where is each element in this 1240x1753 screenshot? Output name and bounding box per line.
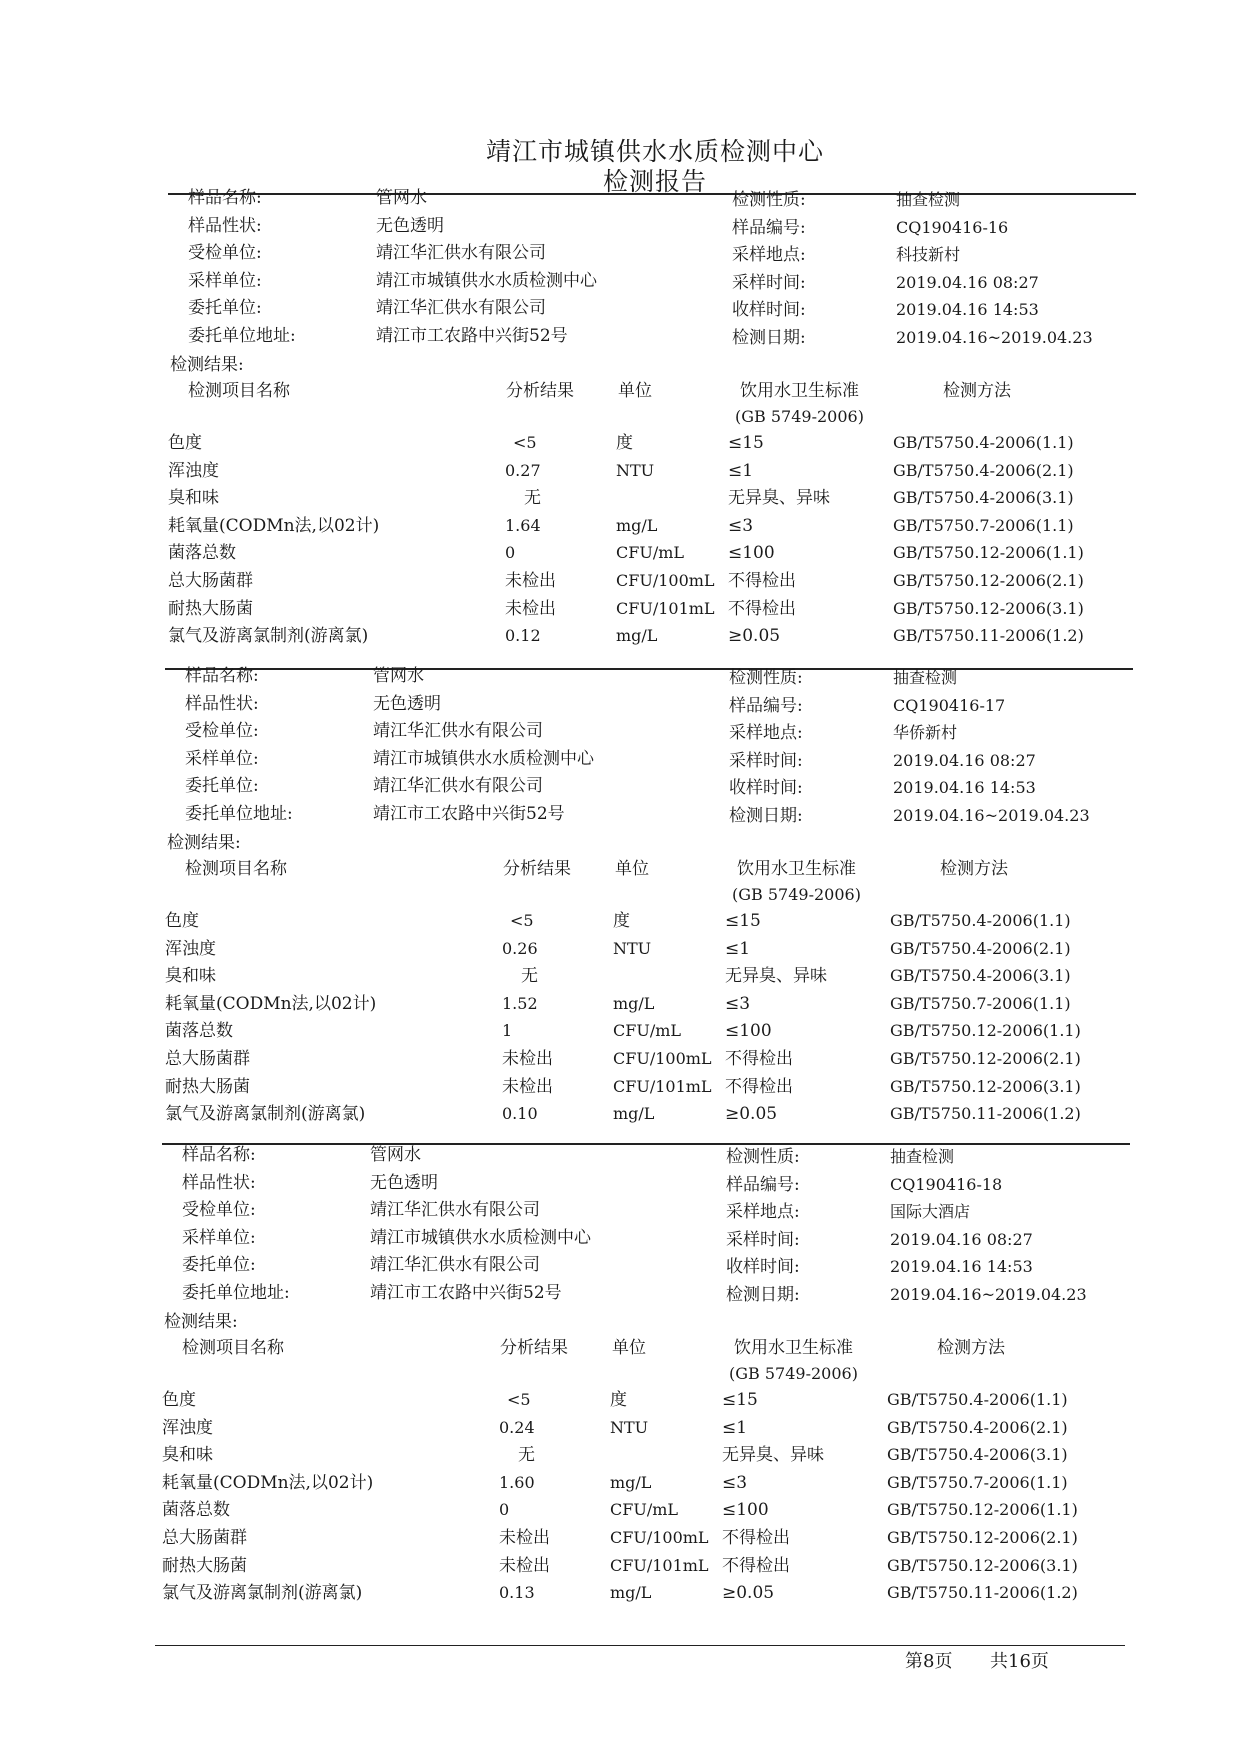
item-result: 0 (499, 1500, 510, 1520)
item-name: 耗氧量(CODMn法,以02计) (165, 993, 377, 1014)
column-standard: 饮用水卫生标准 (737, 859, 856, 879)
item-result: 未检出 (502, 1076, 553, 1097)
value-inspected-unit: 靖江华汇供水有限公司 (370, 1200, 540, 1220)
label-sampling-unit: 采样单位: (182, 1227, 256, 1248)
item-standard: ≥0.05 (728, 626, 781, 647)
value-test-nature: 抽查检测 (890, 1147, 955, 1166)
item-name: 浑浊度 (165, 938, 216, 959)
value-sample-no: CQ190416-17 (893, 695, 1006, 715)
item-unit: CFU/100mL (616, 571, 715, 590)
value-test-date: 2019.04.16~2019.04.23 (893, 805, 1090, 825)
item-method: GB/T5750.4-2006(1.1) (887, 1390, 1068, 1409)
label-test-date: 检测日期: (732, 327, 806, 348)
item-result: 未检出 (505, 598, 556, 619)
results-heading: 检测结果: (170, 355, 244, 375)
value-sample-trait: 无色透明 (376, 215, 444, 236)
item-name: 总大肠菌群 (162, 1528, 247, 1548)
label-inspected-unit: 受检单位: (185, 721, 259, 741)
column-method: 检测方法 (940, 859, 1008, 879)
item-unit: 度 (610, 1390, 627, 1410)
item-method: GB/T5750.4-2006(3.1) (887, 1445, 1068, 1465)
item-name: 菌落总数 (162, 1500, 230, 1521)
item-result: 无 (521, 966, 538, 987)
item-method: GB/T5750.4-2006(1.1) (893, 433, 1074, 452)
value-receive-time: 2019.04.16 14:53 (890, 1257, 1033, 1276)
item-unit: CFU/101mL (613, 1076, 712, 1096)
item-method: GB/T5750.12-2006(1.1) (893, 543, 1084, 563)
label-sample-trait: 样品性状: (182, 1172, 256, 1193)
item-unit: mg/L (613, 993, 655, 1013)
item-standard: 无异臭、异味 (722, 1445, 824, 1466)
report-subtitle: 检测报告 (602, 167, 707, 196)
value-sampling-time: 2019.04.16 08:27 (890, 1229, 1033, 1249)
block-divider (162, 1143, 1130, 1145)
column-result: 分析结果 (503, 859, 571, 879)
item-unit: 度 (613, 911, 630, 931)
item-standard: ≤3 (725, 993, 751, 1014)
item-name: 浑浊度 (168, 460, 219, 481)
label-receive-time: 收样时间: (732, 300, 806, 320)
item-unit: NTU (610, 1417, 649, 1437)
value-sample-no: CQ190416-18 (890, 1174, 1003, 1194)
column-standard-sub: (GB 5749-2006) (732, 885, 861, 904)
item-method: GB/T5750.11-2006(1.2) (890, 1104, 1081, 1124)
item-method: GB/T5750.4-2006(2.1) (893, 460, 1074, 480)
item-unit: CFU/101mL (616, 598, 715, 618)
item-standard: ≤1 (728, 460, 754, 481)
item-name: 菌落总数 (168, 543, 236, 564)
item-result: 0.12 (505, 626, 541, 646)
item-standard: ≤3 (728, 515, 754, 536)
item-standard: 不得检出 (728, 571, 796, 591)
item-unit: mg/L (610, 1472, 652, 1492)
item-name: 氯气及游离氯制剂(游离氯) (165, 1104, 366, 1125)
item-unit: mg/L (616, 626, 658, 646)
item-standard: ≥0.05 (722, 1583, 775, 1604)
label-client-unit: 委托单位: (188, 298, 262, 318)
value-receive-time: 2019.04.16 14:53 (896, 300, 1039, 319)
item-unit: mg/L (613, 1104, 655, 1124)
item-standard: ≤1 (722, 1417, 748, 1438)
item-standard: ≤100 (725, 1021, 772, 1042)
column-standard-sub: (GB 5749-2006) (729, 1364, 858, 1383)
item-method: GB/T5750.12-2006(1.1) (887, 1500, 1078, 1520)
value-sample-name: 管网水 (373, 666, 424, 686)
item-result: 0.26 (502, 938, 538, 958)
item-result: 0 (505, 543, 516, 563)
value-test-nature: 抽查检测 (896, 190, 961, 209)
footer-divider (155, 1645, 1125, 1646)
results-heading: 检测结果: (164, 1312, 238, 1332)
item-name: 色度 (165, 911, 199, 931)
item-name: 耗氧量(CODMn法,以02计) (162, 1472, 374, 1493)
label-sample-trait: 样品性状: (185, 693, 259, 714)
item-standard: ≥0.05 (725, 1104, 778, 1125)
value-sampling-time: 2019.04.16 08:27 (893, 750, 1036, 770)
item-result: 0.13 (499, 1583, 535, 1603)
item-unit: 度 (616, 433, 633, 453)
item-name: 菌落总数 (165, 1021, 233, 1042)
item-standard: ≤15 (725, 911, 761, 931)
column-unit: 单位 (615, 859, 649, 879)
item-unit: NTU (613, 938, 652, 958)
label-client-address: 委托单位地址: (185, 803, 293, 824)
item-standard: 无异臭、异味 (728, 488, 830, 509)
item-method: GB/T5750.4-2006(1.1) (890, 911, 1071, 930)
column-item-name: 检测项目名称 (182, 1338, 284, 1358)
item-method: GB/T5750.12-2006(2.1) (893, 571, 1084, 590)
label-test-date: 检测日期: (726, 1284, 800, 1305)
item-name: 氯气及游离氯制剂(游离氯) (168, 626, 369, 647)
label-sampling-site: 采样地点: (732, 245, 806, 265)
item-result: 未检出 (502, 1049, 553, 1069)
page-number: 第8页 (905, 1651, 953, 1672)
item-unit: CFU/100mL (613, 1049, 712, 1068)
value-sampling-unit: 靖江市城镇供水水质检测中心 (373, 748, 594, 769)
item-unit: CFU/101mL (610, 1555, 709, 1575)
value-inspected-unit: 靖江华汇供水有限公司 (376, 243, 546, 263)
item-method: GB/T5750.12-2006(3.1) (893, 598, 1084, 618)
label-sampling-time: 采样时间: (726, 1229, 800, 1250)
label-sampling-time: 采样时间: (729, 750, 803, 771)
item-method: GB/T5750.7-2006(1.1) (893, 515, 1074, 535)
column-item-name: 检测项目名称 (188, 381, 290, 401)
value-sample-no: CQ190416-16 (896, 217, 1009, 237)
report-title: 靖江市城镇供水水质检测中心 (485, 137, 824, 166)
value-sampling-unit: 靖江市城镇供水水质检测中心 (370, 1227, 591, 1248)
value-inspected-unit: 靖江华汇供水有限公司 (373, 721, 543, 741)
item-result: 0.10 (502, 1104, 538, 1124)
item-standard: 不得检出 (722, 1528, 790, 1548)
label-sample-trait: 样品性状: (188, 215, 262, 236)
item-unit: CFU/mL (610, 1500, 679, 1520)
column-standard-sub: (GB 5749-2006) (735, 407, 864, 426)
value-sampling-unit: 靖江市城镇供水水质检测中心 (376, 270, 597, 291)
label-inspected-unit: 受检单位: (182, 1200, 256, 1220)
item-method: GB/T5750.7-2006(1.1) (890, 993, 1071, 1013)
item-standard: ≤15 (728, 433, 764, 453)
value-sampling-site: 科技新村 (896, 245, 961, 264)
label-sample-name: 样品名称: (188, 188, 262, 208)
value-sampling-time: 2019.04.16 08:27 (896, 272, 1039, 292)
column-result: 分析结果 (500, 1338, 568, 1358)
results-heading: 检测结果: (167, 833, 241, 853)
column-result: 分析结果 (506, 381, 574, 401)
item-unit: CFU/100mL (610, 1528, 709, 1547)
label-sampling-unit: 采样单位: (185, 748, 259, 769)
item-result: 0.27 (505, 460, 541, 480)
item-standard: ≤100 (722, 1500, 769, 1521)
item-name: 耗氧量(CODMn法,以02计) (168, 515, 380, 536)
label-test-date: 检测日期: (729, 805, 803, 826)
item-method: GB/T5750.12-2006(3.1) (887, 1555, 1078, 1575)
item-result: 1.64 (505, 515, 541, 535)
value-sample-trait: 无色透明 (373, 693, 441, 714)
item-result: 1.52 (502, 993, 538, 1013)
item-method: GB/T5750.4-2006(3.1) (893, 488, 1074, 508)
item-unit: CFU/mL (613, 1021, 682, 1041)
item-name: 总大肠菌群 (168, 571, 253, 591)
value-sample-name: 管网水 (376, 188, 427, 208)
label-test-nature: 检测性质: (732, 190, 806, 210)
item-name: 氯气及游离氯制剂(游离氯) (162, 1583, 363, 1604)
label-sample-no: 样品编号: (726, 1174, 800, 1195)
item-unit: mg/L (616, 515, 658, 535)
item-name: 臭和味 (168, 488, 219, 509)
item-standard: ≤100 (728, 543, 775, 564)
value-client-address: 靖江市工农路中兴街52号 (373, 803, 565, 824)
block-divider (168, 193, 1136, 195)
value-receive-time: 2019.04.16 14:53 (893, 778, 1036, 797)
value-sample-trait: 无色透明 (370, 1172, 438, 1193)
item-standard: 不得检出 (725, 1049, 793, 1069)
item-standard: 无异臭、异味 (725, 966, 827, 987)
label-client-unit: 委托单位: (185, 776, 259, 796)
column-item-name: 检测项目名称 (185, 859, 287, 879)
item-method: GB/T5750.4-2006(2.1) (890, 938, 1071, 958)
value-sampling-site: 国际大酒店 (890, 1202, 971, 1221)
label-receive-time: 收样时间: (726, 1257, 800, 1277)
item-result: 无 (524, 488, 541, 509)
column-method: 检测方法 (943, 381, 1011, 401)
column-standard: 饮用水卫生标准 (734, 1338, 853, 1358)
label-test-nature: 检测性质: (729, 668, 803, 688)
value-client-unit: 靖江华汇供水有限公司 (373, 776, 543, 796)
item-name: 臭和味 (162, 1445, 213, 1466)
item-method: GB/T5750.11-2006(1.2) (887, 1583, 1078, 1603)
item-standard: 不得检出 (725, 1076, 793, 1097)
item-method: GB/T5750.7-2006(1.1) (887, 1472, 1068, 1492)
label-sample-name: 样品名称: (182, 1145, 256, 1165)
item-result: <5 (510, 911, 534, 930)
column-unit: 单位 (618, 381, 652, 401)
label-sampling-time: 采样时间: (732, 272, 806, 293)
item-unit: NTU (616, 460, 655, 480)
value-test-nature: 抽查检测 (893, 668, 958, 687)
item-result: <5 (507, 1390, 531, 1409)
item-name: 色度 (162, 1390, 196, 1410)
value-sample-name: 管网水 (370, 1145, 421, 1165)
item-method: GB/T5750.11-2006(1.2) (893, 626, 1084, 646)
item-unit: mg/L (610, 1583, 652, 1603)
label-sample-no: 样品编号: (729, 695, 803, 716)
item-standard: ≤15 (722, 1390, 758, 1410)
item-name: 总大肠菌群 (165, 1049, 250, 1069)
label-receive-time: 收样时间: (729, 778, 803, 798)
item-name: 耐热大肠菌 (168, 598, 253, 619)
item-standard: ≤3 (722, 1472, 748, 1493)
item-unit: CFU/mL (616, 543, 685, 563)
label-sampling-unit: 采样单位: (188, 270, 262, 291)
item-method: GB/T5750.12-2006(2.1) (887, 1528, 1078, 1547)
column-unit: 单位 (612, 1338, 646, 1358)
value-test-date: 2019.04.16~2019.04.23 (896, 327, 1093, 347)
block-divider (165, 668, 1133, 670)
item-result: 未检出 (499, 1528, 550, 1548)
item-method: GB/T5750.4-2006(3.1) (890, 966, 1071, 986)
item-standard: 不得检出 (722, 1555, 790, 1576)
column-standard: 饮用水卫生标准 (740, 381, 859, 401)
value-client-unit: 靖江华汇供水有限公司 (370, 1255, 540, 1275)
item-standard: 不得检出 (728, 598, 796, 619)
item-name: 浑浊度 (162, 1417, 213, 1438)
label-client-unit: 委托单位: (182, 1255, 256, 1275)
item-result: 无 (518, 1445, 535, 1466)
column-method: 检测方法 (937, 1338, 1005, 1358)
value-sampling-site: 华侨新村 (893, 723, 958, 742)
item-result: 1 (502, 1021, 513, 1041)
item-name: 色度 (168, 433, 202, 453)
label-sampling-site: 采样地点: (726, 1202, 800, 1222)
item-standard: ≤1 (725, 938, 751, 959)
item-name: 臭和味 (165, 966, 216, 987)
value-client-address: 靖江市工农路中兴街52号 (370, 1282, 562, 1303)
label-client-address: 委托单位地址: (182, 1282, 290, 1303)
item-name: 耐热大肠菌 (165, 1076, 250, 1097)
item-name: 耐热大肠菌 (162, 1555, 247, 1576)
value-test-date: 2019.04.16~2019.04.23 (890, 1284, 1087, 1304)
label-sample-no: 样品编号: (732, 217, 806, 238)
label-sampling-site: 采样地点: (729, 723, 803, 743)
item-result: 0.24 (499, 1417, 535, 1437)
page-total: 共16页 (990, 1651, 1049, 1672)
item-result: 未检出 (499, 1555, 550, 1576)
item-result: 1.60 (499, 1472, 535, 1492)
item-method: GB/T5750.12-2006(2.1) (890, 1049, 1081, 1068)
item-method: GB/T5750.12-2006(1.1) (890, 1021, 1081, 1041)
value-client-unit: 靖江华汇供水有限公司 (376, 298, 546, 318)
item-result: 未检出 (505, 571, 556, 591)
label-test-nature: 检测性质: (726, 1147, 800, 1167)
label-sample-name: 样品名称: (185, 666, 259, 686)
label-client-address: 委托单位地址: (188, 325, 296, 346)
item-result: <5 (513, 433, 537, 452)
item-method: GB/T5750.4-2006(2.1) (887, 1417, 1068, 1437)
label-inspected-unit: 受检单位: (188, 243, 262, 263)
value-client-address: 靖江市工农路中兴街52号 (376, 325, 568, 346)
item-method: GB/T5750.12-2006(3.1) (890, 1076, 1081, 1096)
